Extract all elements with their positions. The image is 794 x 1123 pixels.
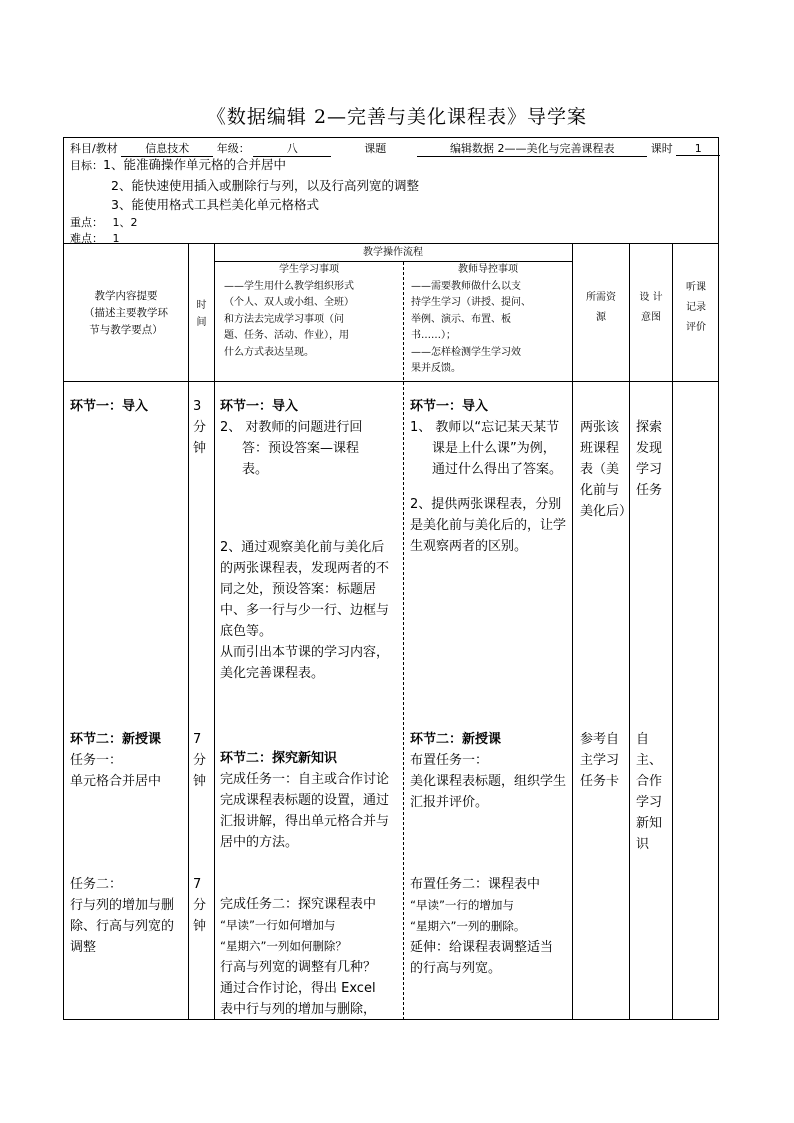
- student-desc-3: 和方法去完成学习事项（问: [224, 313, 344, 325]
- topic-value: 编辑数据 2——美化与完善课程表: [417, 140, 647, 157]
- s2-student-title: 环节二：探究新知识: [220, 751, 338, 766]
- difficulty-value: 1: [112, 232, 120, 245]
- s1-time-unit-1: 分: [193, 420, 207, 435]
- s1-student-title: 环节一：导入: [220, 399, 299, 414]
- s2-teacher-title: 环节二：新授课: [410, 732, 502, 747]
- s2-content-title: 环节二：新授课: [70, 732, 162, 747]
- header-content-title: 教学内容提要: [94, 290, 158, 302]
- s2-task-name: 单元格合并居中: [70, 774, 162, 789]
- teacher-desc-1: ——需要教师做什么以支: [411, 280, 521, 292]
- teacher-title: 教师导控事项: [458, 264, 518, 275]
- t2-student-line-4: 行高与列宽的调整有几种？: [220, 960, 377, 975]
- header-design: [630, 288, 672, 328]
- s1-student: [220, 396, 396, 684]
- s1-teacher: [410, 396, 566, 557]
- header-content-desc-1: （描述主要教学环: [84, 307, 168, 319]
- teacher-desc-2: 持学生学习（讲授、提问、: [411, 297, 531, 308]
- header-flow: 教学操作流程: [363, 247, 423, 258]
- goals-label: 目标：: [70, 159, 103, 172]
- t2-teacher-line-5: 的行高与列宽。: [410, 961, 502, 976]
- t2-student-line-5: 通过合作讨论，得出 Excel: [220, 981, 376, 996]
- s1-teacher-a: 1、 教师以“忘记某天某节课是上什么课”为例，通过什么得出了答案。: [410, 420, 563, 477]
- s2-resources: 参考自主学习任务卡: [580, 732, 620, 789]
- key-label: 重点：: [70, 216, 103, 229]
- s1-teacher-title: 环节一：导入: [410, 399, 489, 414]
- s1-time-num: 3: [193, 399, 202, 414]
- grade-value: 八: [253, 140, 331, 157]
- s1-student-b1: 2、通过观察美化前与美化后的两张课程表，发现两者的不同之处，预设答案：标题居中、多一行与少一行、边框与底色等。: [220, 540, 390, 639]
- header-content-desc-2: 节与教学要点）: [89, 324, 163, 336]
- header-bottom-divider: [63, 381, 719, 382]
- s1-time-unit-2: 钟: [193, 441, 207, 456]
- col-divider-design: [629, 243, 630, 1020]
- t2-teacher-line-1: 布置任务二：课程表中: [410, 877, 541, 892]
- t2-student: [220, 894, 402, 1020]
- hours-value: 1: [676, 142, 720, 156]
- goal-3: 3、能使用格式工具栏美化单元格格式: [111, 197, 319, 212]
- goal-2: 2、能快速使用插入或删除行与列，以及行高列宽的调整: [111, 178, 419, 193]
- resources-2: 源: [596, 312, 606, 323]
- hours-label: 课时: [650, 142, 673, 155]
- s2-student: [220, 748, 396, 853]
- t2-time-num: 7: [193, 877, 202, 892]
- s1-teacher-b: 2、提供两张课程表，分别是美化前与美化后的，让学生观察两者的区别。: [410, 497, 567, 554]
- t2-time: [193, 874, 213, 937]
- col-divider-resources: [572, 243, 573, 1020]
- s2-task-label: 任务一：: [70, 753, 123, 768]
- t2-time-unit-1: 分: [193, 898, 207, 913]
- student-title: 学生学习事项: [279, 264, 339, 275]
- eval-3: 评价: [686, 322, 706, 333]
- goals: [70, 155, 286, 173]
- student-desc-2: （个人、双人或小组、全班）: [224, 297, 354, 308]
- goal-1: 1、能准确操作单元格的合并居中: [103, 157, 286, 172]
- s1-student-a: 2、 对教师的问题进行回答：预设答案—课程表。: [220, 420, 363, 477]
- t2-student-line-1: 完成任务二：探究课程表中: [220, 897, 377, 912]
- key-points: [70, 214, 138, 230]
- s2-time-unit-1: 分: [193, 753, 207, 768]
- t2-student-line-6: 表中行与列的增加与删除，: [220, 1002, 377, 1017]
- header-eval: [673, 278, 719, 338]
- t2-task-label: 任务二：: [70, 877, 123, 892]
- t2-task-name: 行与列的增加与删除、行高与列宽的调整: [70, 898, 175, 955]
- s2-content: [70, 729, 185, 792]
- key-value: 1、2: [112, 216, 138, 229]
- s2-time-unit-2: 钟: [193, 774, 207, 789]
- t2-time-unit-2: 钟: [193, 919, 207, 934]
- s1-design: 探索发现学习任务: [636, 420, 663, 498]
- student-desc-5: 什么方式表达呈现。: [224, 346, 314, 358]
- design-1: 设 计: [639, 292, 663, 303]
- s2-time: [193, 729, 213, 792]
- s1-content: 环节一：导入: [70, 399, 149, 414]
- grade-label: 年级：: [216, 142, 250, 155]
- design-2: 意图: [641, 312, 661, 323]
- header-time-1: 时: [196, 300, 207, 311]
- s2-teacher: [410, 729, 566, 813]
- t2-teacher-line-2: “早读”一行的增加与: [410, 898, 514, 912]
- s1-resources: 两张该班课程表（美化前与美化后）: [580, 420, 633, 519]
- t2-content: [70, 874, 178, 958]
- col-divider-time: [188, 243, 189, 1020]
- s2-teacher-line-1: 布置任务一：: [410, 753, 489, 768]
- lesson-meta: [63, 137, 719, 243]
- student-desc-4: 题、任务、活动、作业），用: [224, 330, 349, 341]
- teacher-desc-3: 举例、演示、布置、板: [411, 313, 511, 325]
- difficulty-label: 难点：: [70, 232, 103, 245]
- t2-teacher: [410, 874, 570, 979]
- s2-teacher-line-2: 美化课程表标题，组织学生汇报并评价。: [410, 774, 567, 810]
- t2-student-line-2: “早读”一行如何增加与: [220, 918, 336, 932]
- t2-student-line-3: “星期六”一列如何删除？: [220, 939, 347, 953]
- t2-teacher-line-3: “星期六”一列的删除。: [410, 919, 526, 933]
- t2-teacher-line-4: 延伸：给课程表调整适当: [410, 940, 554, 955]
- eval-2: 记录: [686, 302, 706, 313]
- eval-1: 听课: [686, 282, 706, 293]
- col-divider-eval: [672, 243, 673, 1020]
- teacher-desc-6: 果并反馈。: [411, 363, 461, 374]
- document-title: 《数据编辑 2—完善与美化课程表》导学案: [206, 106, 588, 128]
- s2-student-text: 完成任务一：自主或合作讨论完成课程表标题的设置，通过汇报讲解，得出单元格合并与居中的方法。: [220, 772, 390, 850]
- header-time: [189, 297, 214, 331]
- header-resources: [573, 288, 629, 328]
- col-divider-teacher: [403, 262, 404, 1020]
- topic-label: 课题: [364, 142, 387, 155]
- header-time-2: 间: [196, 317, 207, 328]
- s1-time: [193, 396, 213, 459]
- header-teacher: [405, 262, 571, 378]
- teacher-desc-5: ——怎样检测学生学习效: [411, 346, 521, 358]
- header-content: [64, 288, 188, 339]
- s2-time-num: 7: [193, 732, 202, 747]
- student-desc-1: ——学生用什么教学组织形式: [224, 280, 354, 292]
- header-student: [216, 262, 402, 361]
- s2-design: 自主、合作学习新知识: [636, 732, 663, 852]
- resources-1: 所需资: [586, 292, 616, 303]
- teacher-desc-4: 书……）；: [411, 330, 456, 341]
- s1-student-b2: 从而引出本节课的学习内容，美化完善课程表。: [220, 645, 390, 681]
- subject-value: 信息技术: [121, 140, 213, 157]
- col-divider-student: [214, 243, 215, 1020]
- subject-label: 科目/教材: [70, 142, 118, 155]
